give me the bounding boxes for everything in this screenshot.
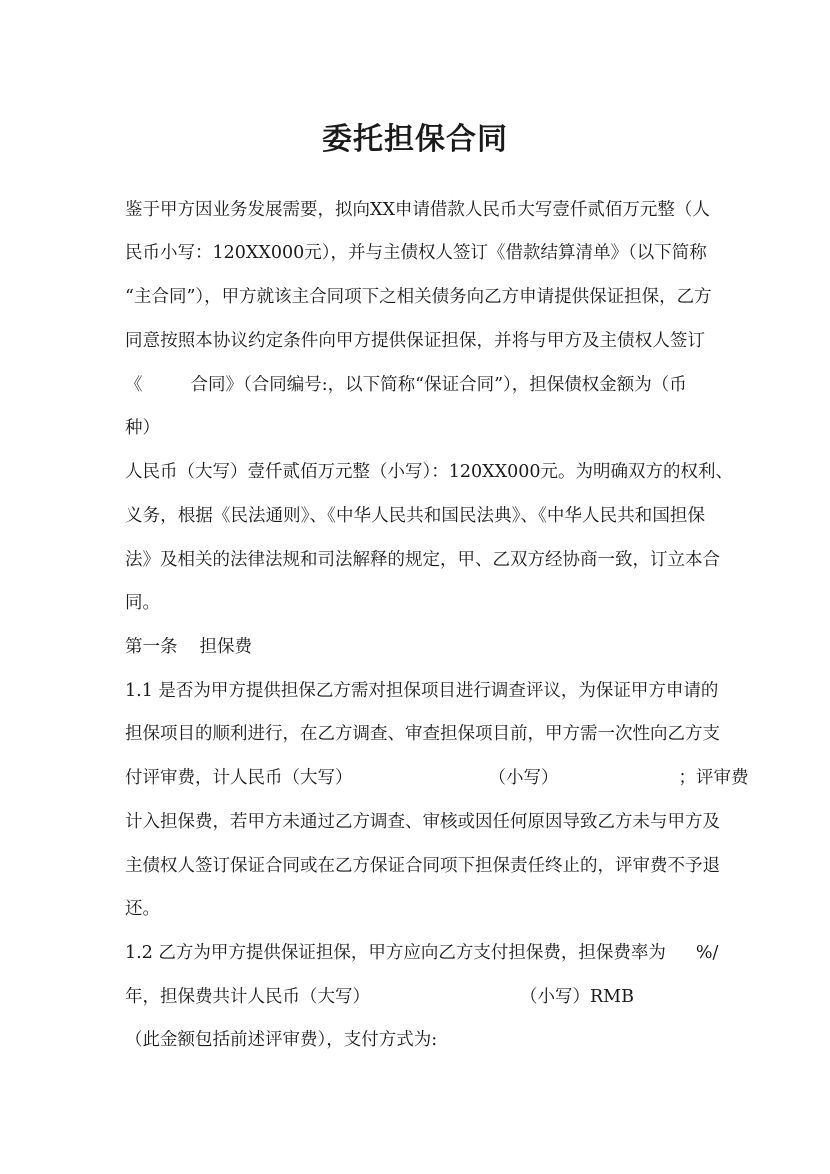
paragraph-line: 同意按照本协议约定条件向甲方提供保证担保，并将与甲方及主债权人签订: [125, 331, 705, 351]
line-part: ；评审费: [678, 768, 749, 788]
paragraph-line: 种）: [125, 418, 160, 438]
paragraph-line: 法》及相关的法律法规和司法解释的规定，甲、乙双方经协商一致，订立本合: [125, 550, 720, 570]
paragraph-line: 主债权人签订保证合同或在乙方保证合同项下担保责任终止的，评审费不予退: [125, 856, 720, 876]
paragraph-line: 鉴于甲方因业务发展需要，拟向XX申请借款人民币大写壹仟贰佰万元整（人: [125, 200, 710, 220]
paragraph-line: 担保项目的顺利进行，在乙方调查、审查担保项目前，甲方需一次性向乙方支: [125, 724, 720, 744]
line-part: 合同》（合同编号:，以下简称“保证合同”），担保债权金额为（币: [190, 375, 687, 395]
paragraph-line: “主合同”），甲方就该主合同项下之相关债务向乙方申请提供保证担保，乙方: [125, 287, 712, 307]
paragraph-line: （此金额包括前述评审费），支付方式为:: [125, 1030, 438, 1050]
paragraph-line: 同。: [125, 593, 160, 613]
document-title: 委托担保合同: [322, 122, 508, 157]
line-part: 付评审费，计人民币（大写）: [125, 768, 353, 788]
article-title: 担保费: [199, 637, 252, 657]
section-heading: [125, 635, 252, 659]
article-number: 第一条: [125, 637, 178, 657]
paragraph-line: [125, 941, 718, 965]
paragraph-line: 民币小写：120XX000元），并与主债权人签订《借款结算清单》（以下简称: [125, 243, 707, 263]
paragraph-line: 计入担保费，若甲方未通过乙方调查、审核或因任何原因导致乙方未与甲方及: [125, 812, 720, 832]
paragraph-line: 人民币（大写）壹仟贰佰万元整（小写）：120XX000元。为明确双方的权利、: [125, 462, 733, 482]
paragraph-line: 1.1 是否为甲方提供担保乙方需对担保项目进行调查评议，为保证甲方申请的: [125, 681, 719, 701]
line-part: 《: [125, 375, 143, 395]
line-part: 年，担保费共计人民币（大写）: [125, 987, 370, 1007]
paragraph-line: [125, 373, 705, 397]
line-part: （小写）RMB: [520, 987, 634, 1007]
paragraph-line: [125, 985, 634, 1009]
paragraph-line: 还。: [125, 899, 160, 919]
line-part: %/: [695, 943, 719, 963]
line-part: 1.2 乙方为甲方提供保证担保，甲方应向乙方支付担保费，担保费率为: [125, 943, 666, 963]
paragraph-line: 义务，根据《民法通则》、《中华人民共和国民法典》、《中华人民共和国担保: [125, 506, 705, 526]
paragraph-line: [125, 766, 749, 790]
line-part: （小写）: [488, 768, 559, 788]
